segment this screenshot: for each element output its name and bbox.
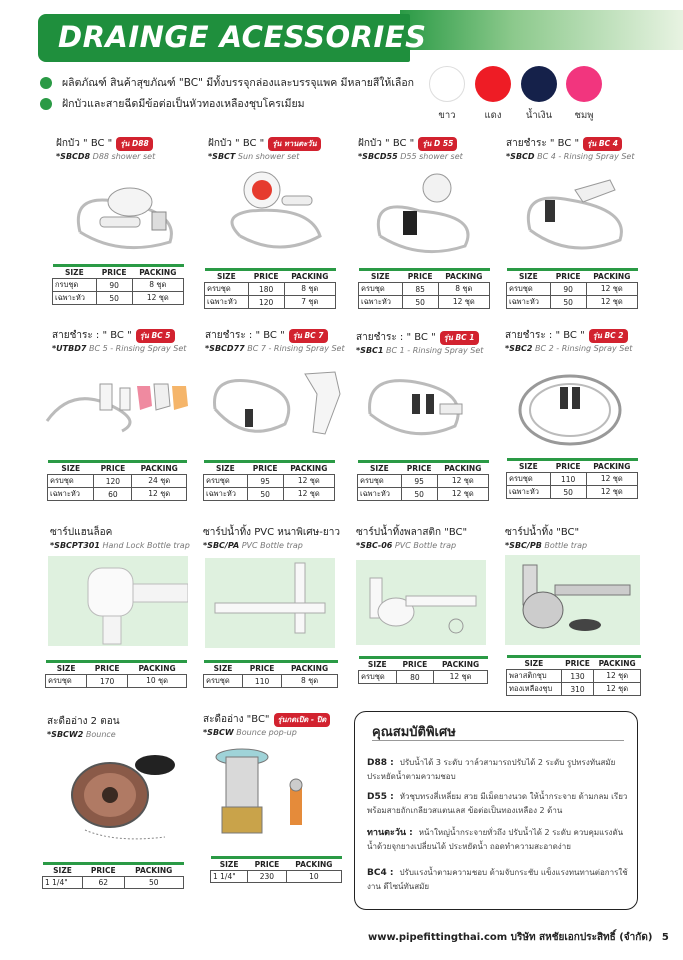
cell-size: เฉพาะหัว <box>48 488 94 501</box>
cell-packing: 12 ชุด <box>132 488 187 501</box>
rinsing-spray-bc7-photo <box>205 364 345 449</box>
cell-size: เฉพาะหัว <box>205 296 249 309</box>
col-header-price: PRICE <box>248 270 284 283</box>
cell-price: 50 <box>550 486 586 499</box>
feature-text: หัวชุบทรงสี่เหลี่ยม สวย มีเม็ดยางนวด ให้น้ำกระจาย ด้ามกลม เรียว พร้อมสายถักเกลียวสแตนเลส ข้อต่อเป็นทองเหลือง 2 ด้าน <box>367 792 628 815</box>
bullet-dot-icon <box>40 77 52 89</box>
col-header-size: SIZE <box>204 662 243 675</box>
col-header-price: PRICE <box>243 662 282 675</box>
spec-table <box>210 856 342 883</box>
spec-table <box>506 268 638 309</box>
feature-text: ปรับแรงน้ำตามความชอบ ด้ามจับกระชับ แข็งแรงทนทานต่อการใช้งาน ดีไซน์ทันสมัย <box>367 868 628 891</box>
cell-size: ครบชุด <box>46 675 87 688</box>
product-sbcw2 <box>47 714 120 739</box>
feature-item <box>367 756 629 783</box>
spec-table <box>358 268 490 309</box>
col-header-packing: PACKING <box>132 462 187 475</box>
product-name: ซาร์ปน้ำทิ้งพลาสติก "BC" <box>356 527 468 538</box>
chrome-bottle-trap-photo <box>505 555 640 645</box>
spec-table <box>506 655 641 696</box>
cell-packing: 12 ชุด <box>586 473 637 486</box>
table-row <box>507 283 638 296</box>
table-row <box>507 296 638 309</box>
cell-price: 120 <box>94 475 132 488</box>
model-tag: รุ่น BC 1 <box>440 331 479 345</box>
cell-price: 80 <box>396 671 434 684</box>
spec-table <box>47 460 187 501</box>
product-code: *SBCPT301 <box>50 541 100 550</box>
product-code: *SBCD77 <box>205 344 245 353</box>
model-tag: รุ่น ทานตะวัน <box>268 137 320 151</box>
cell-price: 50 <box>401 488 437 501</box>
cell-price: 95 <box>401 475 437 488</box>
cell-size: 1 1/4" <box>43 877 83 889</box>
col-header-packing: PACKING <box>594 657 641 670</box>
product-desc: BC 5 - Rinsing Spray Set <box>89 344 187 353</box>
cell-price: 310 <box>561 683 594 696</box>
cell-size: ครบชุด <box>204 475 248 488</box>
product-desc: BC 2 - Rinsing Spray Set <box>535 344 633 353</box>
col-header-size: SIZE <box>359 658 397 671</box>
cell-packing: 12 ชุด <box>586 486 637 499</box>
footer-company: บริษัท สหชัยเอกประสิทธิ์ (จำกัด) <box>510 932 653 943</box>
cell-price: 90 <box>96 279 132 292</box>
col-header-price: PRICE <box>401 462 437 475</box>
col-header-price: PRICE <box>96 266 132 279</box>
spec-table <box>358 656 488 684</box>
rinsing-spray-bc5-photo <box>42 366 192 446</box>
cell-price: 230 <box>248 871 287 883</box>
model-tag: รุ่น BC 5 <box>136 329 175 343</box>
cell-size: เฉพาะหัว <box>358 488 402 501</box>
cell-size: ครบชุด <box>359 283 403 296</box>
model-tag: รุ่น BC 2 <box>589 329 628 343</box>
cell-size: ครบชุด <box>204 675 243 688</box>
cell-price: 85 <box>402 283 438 296</box>
cell-packing: 10 <box>286 871 341 883</box>
product-name: ซาร์ปน้ำทิ้ง PVC หนาพิเศษ-ยาว <box>203 527 340 538</box>
col-header-packing: PACKING <box>132 266 183 279</box>
table-row <box>43 877 184 889</box>
cell-packing: 12 ชุด <box>132 292 183 305</box>
cell-price: 60 <box>94 488 132 501</box>
product-desc: D88 shower set <box>92 152 156 161</box>
cell-size: กรบชุด <box>53 279 97 292</box>
cell-price: 130 <box>561 670 594 683</box>
feature-text: ปรับน้ำได้ 3 ระดับ วาล์วสามารถปรับได้ 2 ระดับ รูปทรงทันสมัยประหยัดน้ำตามความชอบ <box>367 758 616 781</box>
cell-price: 180 <box>248 283 284 296</box>
features-title: คุณสมบัติพิเศษ <box>372 725 456 740</box>
bullet-text: ผลิตภัณฑ์ สินค้าสุขภัณฑ์ "BC" มีทั้งบรรจุกล่องและบรรจุแพค มีหลายสีให้เลือก <box>62 77 415 89</box>
cell-price: 90 <box>550 283 586 296</box>
product-sbcd8 <box>56 136 155 161</box>
col-header-price: PRICE <box>402 270 438 283</box>
table-row <box>204 488 335 501</box>
feature-key: D88 : <box>367 758 394 768</box>
feature-item <box>367 790 629 817</box>
col-header-size: SIZE <box>507 460 551 473</box>
cell-price: 120 <box>248 296 284 309</box>
cell-packing: 7 ชุด <box>284 296 335 309</box>
table-row <box>205 296 336 309</box>
product-desc: BC 7 - Rinsing Spray Set <box>247 344 345 353</box>
spec-table <box>203 660 338 688</box>
cell-size: เฉพาะหัว <box>507 296 551 309</box>
col-header-price: PRICE <box>247 462 283 475</box>
cell-price: 110 <box>243 675 282 688</box>
table-row <box>211 871 342 883</box>
product-name: ฝักบัว " BC " <box>56 138 113 149</box>
product-name: ฝักบัว " BC " <box>208 138 265 149</box>
col-header-price: PRICE <box>550 270 586 283</box>
table-row <box>507 486 638 499</box>
spec-table <box>45 660 187 688</box>
cell-packing: 12 ชุด <box>586 296 637 309</box>
product-name: สายชำระ " BC " <box>506 138 580 149</box>
color-label: แดง <box>484 110 502 121</box>
product-utbd7 <box>52 328 186 353</box>
table-row <box>53 279 184 292</box>
feature-item <box>367 826 629 853</box>
model-tag: รุ่นกดเปิด - ปิด <box>274 713 331 727</box>
hand-lock-trap-photo <box>48 556 188 646</box>
col-header-packing: PACKING <box>438 270 489 283</box>
table-row <box>358 475 489 488</box>
product-sbcd <box>506 136 634 161</box>
cell-size: ครบชุด <box>48 475 94 488</box>
page-title: DRAINGE ACESSORIES <box>58 20 427 54</box>
cell-packing: 12 ชุด <box>437 488 488 501</box>
product-code: *SBCD55 <box>358 152 398 161</box>
product-desc: PVC Bottle trap <box>241 541 303 550</box>
col-header-price: PRICE <box>550 460 586 473</box>
col-header-price: PRICE <box>248 858 287 871</box>
cell-size: เฉพาะหัว <box>204 488 248 501</box>
feature-key: BC4 : <box>367 868 394 878</box>
d55-shower-photo <box>365 166 485 261</box>
table-row <box>204 475 335 488</box>
cell-packing: 12 ชุด <box>438 296 489 309</box>
product-code: *SBCD <box>506 152 535 161</box>
cell-size: ครบชุด <box>358 475 402 488</box>
col-header-packing: PACKING <box>284 270 335 283</box>
col-header-packing: PACKING <box>283 462 334 475</box>
col-header-size: SIZE <box>211 858 248 871</box>
color-label: น้ำเงิน <box>525 110 553 121</box>
cell-packing: 8 ชุด <box>132 279 183 292</box>
plastic-trap-photo <box>356 560 486 645</box>
cell-packing: 12 ชุด <box>594 670 641 683</box>
cell-packing: 12 ชุด <box>586 283 637 296</box>
cell-size: ครบชุด <box>507 473 551 486</box>
pvc-trap-long-photo <box>205 558 335 648</box>
color-label: ชมพู <box>574 110 594 121</box>
footer-url[interactable]: www.pipefittingthai.com <box>368 932 508 943</box>
model-tag: รุ่น D 55 <box>418 137 457 151</box>
table-row <box>48 475 187 488</box>
color-swatch-white <box>429 66 465 102</box>
col-header-packing: PACKING <box>586 460 637 473</box>
col-header-price: PRICE <box>94 462 132 475</box>
cell-price: 62 <box>83 877 124 889</box>
product-sbc-06 <box>356 525 467 550</box>
product-desc: Bottle trap <box>544 541 588 550</box>
product-name: สายชำระ : " BC " <box>205 330 285 341</box>
cell-price: 50 <box>96 292 132 305</box>
product-name: ซาร์ปน้ำทิ้ง "BC" <box>505 527 580 538</box>
product-code: *UTBD7 <box>52 344 87 353</box>
product-sbc-pa <box>203 525 340 550</box>
cell-price: 170 <box>87 675 128 688</box>
spec-table <box>52 264 184 305</box>
product-sbcd77 <box>205 328 345 353</box>
product-code: *SBCD8 <box>56 152 91 161</box>
cell-packing: 8 ชุด <box>284 283 335 296</box>
cell-packing: 12 ชุด <box>283 488 334 501</box>
cell-price: 110 <box>550 473 586 486</box>
feature-text: หน้าใหญ่น้ำกระจายทั่วถึง ปรับน้ำได้ 2 ระดับ ควบคุมแรงดันน้ำด้วยจุกยางเปลี่ยนได้ ประหยัดน้ำ ถอดทำความสะอาดง่าย <box>367 828 624 851</box>
product-desc: Sun shower set <box>237 152 300 161</box>
product-name: สายชำระ : " BC " <box>505 330 585 341</box>
cell-size: เฉพาะหัว <box>359 296 403 309</box>
col-header-size: SIZE <box>46 662 87 675</box>
product-name: สายชำระ : " BC " <box>52 330 132 341</box>
cell-price: 50 <box>247 488 283 501</box>
col-header-price: PRICE <box>561 657 594 670</box>
table-row <box>53 292 184 305</box>
product-name: ซาร์ปแฮนล็อค <box>50 527 113 538</box>
cell-price: 50 <box>402 296 438 309</box>
product-desc: BC 1 - Rinsing Spray Set <box>386 346 484 355</box>
col-header-price: PRICE <box>396 658 434 671</box>
product-code: *SBC/PA <box>203 541 240 550</box>
cell-size: ครบชุด <box>359 671 397 684</box>
col-header-packing: PACKING <box>128 662 187 675</box>
product-code: *SBC1 <box>356 346 384 355</box>
cell-packing: 50 <box>124 877 184 889</box>
feature-key: D55 : <box>367 792 394 802</box>
product-sbcw <box>203 712 330 737</box>
product-name: สะดืออ่าง 2 ตอน <box>47 716 120 727</box>
product-code: *SBC/PB <box>505 541 542 550</box>
cell-price: 95 <box>247 475 283 488</box>
shower-set-photo <box>60 162 190 257</box>
table-row <box>359 283 490 296</box>
color-swatch-navy <box>521 66 557 102</box>
table-row <box>507 670 641 683</box>
table-row <box>359 671 488 684</box>
product-name: ฝักบัว " BC " <box>358 138 415 149</box>
table-row <box>359 296 490 309</box>
col-header-size: SIZE <box>359 270 403 283</box>
cell-size: เฉพาะหัว <box>507 486 551 499</box>
color-swatch-red <box>475 66 511 102</box>
spec-table <box>42 862 184 889</box>
table-row <box>358 488 489 501</box>
cell-size: ทองเหลืองชุบ <box>507 683 562 696</box>
spec-table <box>204 268 336 309</box>
bullet-dot-icon <box>40 98 52 110</box>
col-header-size: SIZE <box>358 462 402 475</box>
product-desc: Bounce <box>85 730 116 739</box>
product-desc: D55 shower set <box>400 152 463 161</box>
col-header-packing: PACKING <box>434 658 488 671</box>
rinsing-spray-bc4-photo <box>515 170 640 260</box>
product-sbcd55 <box>358 136 463 161</box>
spec-table <box>203 460 335 501</box>
col-header-size: SIZE <box>53 266 97 279</box>
spec-table <box>357 460 489 501</box>
pop-up-drain-photo <box>212 745 332 845</box>
product-code: *SBC2 <box>505 344 533 353</box>
bullet-text: ฝักบัวและสายฉีดมีข้อต่อเป็นหัวทองเหลืองชุบโครเมียม <box>62 98 305 110</box>
model-tag: รุ่น BC 4 <box>583 137 622 151</box>
model-tag: รุ่น D88 <box>116 137 152 151</box>
cell-packing: 12 ชุด <box>434 671 488 684</box>
col-header-packing: PACKING <box>437 462 488 475</box>
table-row <box>205 283 336 296</box>
col-header-size: SIZE <box>43 864 83 877</box>
feature-key: ทานตะวัน : <box>367 828 413 838</box>
intro-bullets <box>40 72 414 114</box>
product-code: *SBCW2 <box>47 730 84 739</box>
col-header-size: SIZE <box>48 462 94 475</box>
table-row <box>507 473 638 486</box>
feature-item <box>367 866 629 893</box>
product-name: สะดืออ่าง "BC" <box>203 714 270 725</box>
sun-shower-photo <box>210 166 340 261</box>
product-sbcpt301 <box>50 525 190 550</box>
col-header-price: PRICE <box>83 864 124 877</box>
col-header-size: SIZE <box>507 270 551 283</box>
cell-packing: 12 ชุด <box>437 475 488 488</box>
product-name: สายชำระ : " BC " <box>356 332 436 343</box>
col-header-packing: PACKING <box>282 662 338 675</box>
col-header-price: PRICE <box>87 662 128 675</box>
col-header-packing: PACKING <box>286 858 341 871</box>
product-sbc1 <box>356 330 483 355</box>
color-label: ขาว <box>438 110 456 121</box>
rinsing-spray-bc2-photo <box>510 362 635 452</box>
col-header-size: SIZE <box>205 270 249 283</box>
product-desc: BC 4 - Rinsing Spray Set <box>537 152 635 161</box>
cell-size: ครบชุด <box>205 283 249 296</box>
bullet-item <box>40 93 414 114</box>
basin-drain-photo <box>55 745 185 845</box>
product-sbct <box>208 136 321 161</box>
spec-table <box>506 458 638 499</box>
cell-packing: 8 ชุด <box>282 675 338 688</box>
cell-packing: 10 ชุด <box>128 675 187 688</box>
table-row <box>48 488 187 501</box>
page-number: 5 <box>661 932 669 943</box>
rinsing-spray-bc1-photo <box>360 364 490 449</box>
footer <box>368 930 669 945</box>
cell-size: 1 1/4" <box>211 871 248 883</box>
features-divider <box>372 740 624 741</box>
cell-packing: 24 ชุด <box>132 475 187 488</box>
model-tag: รุ่น BC 7 <box>289 329 328 343</box>
product-sbc-pb <box>505 525 587 550</box>
color-options <box>425 66 595 126</box>
cell-size: เฉพาะหัว <box>53 292 97 305</box>
product-desc: Hand Lock Bottle trap <box>102 541 190 550</box>
product-desc: Bounce pop-up <box>236 728 297 737</box>
cell-size: ครบชุด <box>507 283 551 296</box>
product-desc: PVC Bottle trap <box>394 541 457 550</box>
cell-price: 50 <box>550 296 586 309</box>
cell-packing: 8 ชุด <box>438 283 489 296</box>
cell-size: พลาสติกชุบ <box>507 670 562 683</box>
cell-packing: 12 ชุด <box>283 475 334 488</box>
product-sbc2 <box>505 328 632 353</box>
header-banner-fade <box>400 10 683 50</box>
col-header-size: SIZE <box>507 657 562 670</box>
col-header-size: SIZE <box>204 462 248 475</box>
bullet-item <box>40 72 414 93</box>
product-code: *SBCW <box>203 728 234 737</box>
col-header-packing: PACKING <box>124 864 184 877</box>
cell-packing: 12 ชุด <box>594 683 641 696</box>
color-swatch-pink <box>566 66 602 102</box>
table-row <box>507 683 641 696</box>
table-row <box>204 675 338 688</box>
col-header-packing: PACKING <box>586 270 637 283</box>
product-code: *SBC-06 <box>356 541 393 550</box>
table-row <box>46 675 187 688</box>
product-code: *SBCT <box>208 152 236 161</box>
